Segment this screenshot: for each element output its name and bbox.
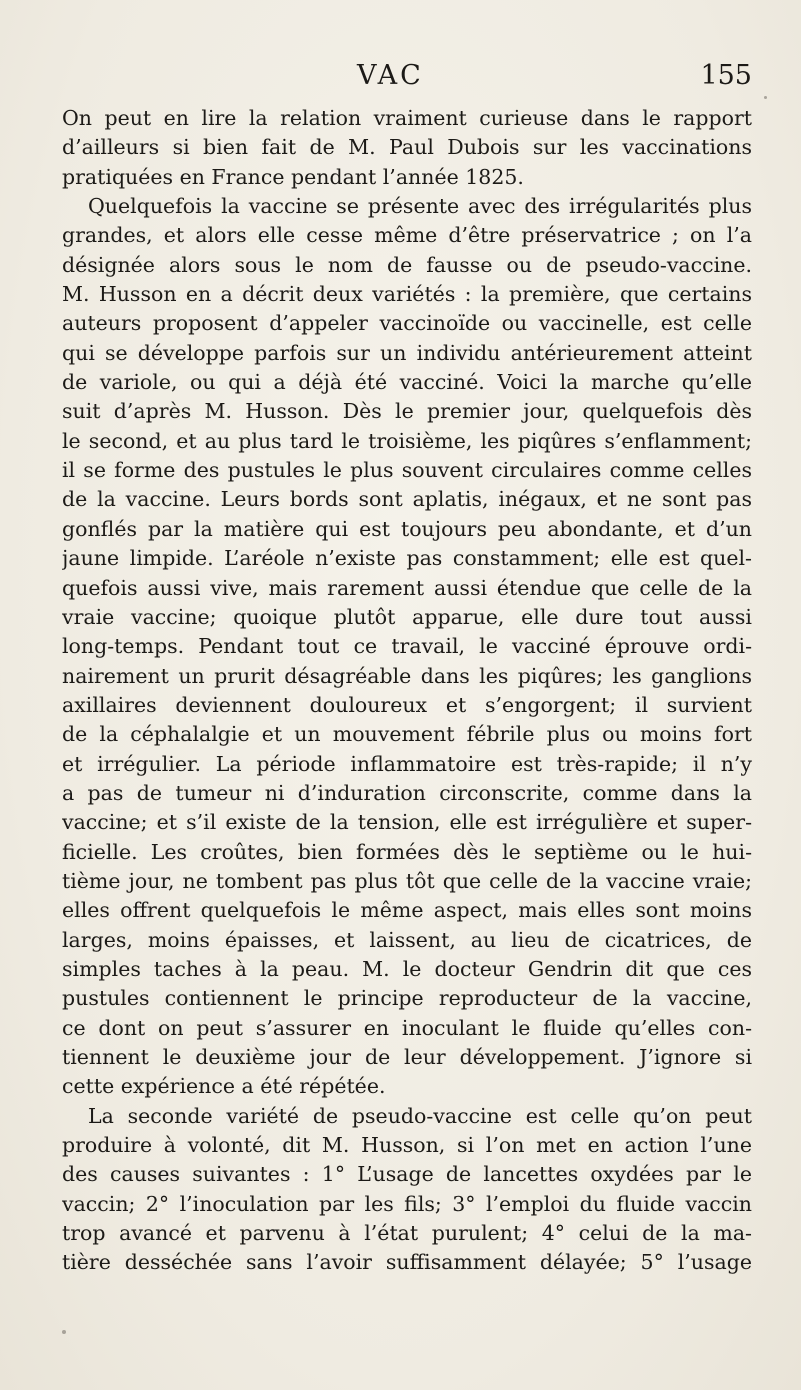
text-line: elles offrent quelquefois le même aspect, mais elles sont moins xyxy=(62,898,752,923)
text-line: d’ailleurs si bien fait de M. Paul Dubois sur les vaccinations xyxy=(62,135,752,160)
page-number: 155 xyxy=(700,60,752,91)
text-line: le second, et au plus tard le troisième, les piqûres s’enflamment; xyxy=(62,428,752,453)
text-line: a pas de tumeur ni d’induration circonscrite, comme dans la xyxy=(62,780,752,805)
text-line: M. Husson en a décrit deux variétés : la première, que certains xyxy=(62,282,752,307)
text-line: vaccine; et s’il existe de la tension, elle est irrégulière et super- xyxy=(62,810,752,835)
text-line: tière desséchée sans l’avoir suffisamment délayée; 5° l’usage xyxy=(62,1250,752,1275)
text-line: de la céphalalgie et un mouvement fébrile plus ou moins fort xyxy=(62,722,752,747)
text-line: vaccin; 2° l’inoculation par les fils; 3° l’emploi du fluide vaccin xyxy=(62,1191,752,1216)
text-line: La seconde variété de pseudo-vaccine est celle qu’on peut xyxy=(88,1103,752,1128)
text-line: ficielle. Les croûtes, bien formées dès le septième ou le hui- xyxy=(62,839,752,864)
text-line: axillaires deviennent douloureux et s’engorgent; il survient xyxy=(62,692,752,717)
text-line: de variole, ou qui a déjà été vacciné. Voici la marche qu’elle xyxy=(62,370,752,395)
paper-speck xyxy=(62,1330,66,1334)
text-line: grandes, et alors elle cesse même d’être préservatrice ; on l’a xyxy=(62,223,752,248)
text-line: il se forme des pustules le plus souvent circulaires comme celles xyxy=(62,458,752,483)
text-line: pustules contiennent le principe reproducteur de la vaccine, xyxy=(62,986,752,1011)
text-line: tiennent le deuxième jour de leur développement. J’ignore si xyxy=(62,1045,752,1069)
text-line: larges, moins épaisses, et laissent, au lieu de cicatrices, de xyxy=(62,927,752,952)
text-line: désignée alors sous le nom de fausse ou de pseudo-vaccine. xyxy=(62,252,752,277)
text-line: et irrégulier. La période inflammatoire est très-rapide; il n’y xyxy=(62,751,752,776)
running-head: VAC xyxy=(357,60,424,91)
text-line: quefois aussi vive, mais rarement aussi étendue que celle de la xyxy=(62,575,752,600)
text-line: suit d’après M. Husson. Dès le premier jour, quelquefois dès xyxy=(62,399,752,424)
text-line: nairement un prurit désagréable dans les piqûres; les ganglions xyxy=(62,663,752,688)
text-line: jaune limpide. L’aréole n’existe pas constamment; elle est quel- xyxy=(62,546,752,571)
text-line: trop avancé et parvenu à l’état purulent; 4° celui de la ma- xyxy=(62,1221,752,1246)
text-line: qui se développe parfois sur un individu antérieurement atteint xyxy=(62,340,752,365)
text-line: gonflés par la matière qui est toujours peu abondante, et d’un xyxy=(62,516,752,541)
text-line: ce dont on peut s’assurer en inoculant le fluide qu’elles con- xyxy=(62,1015,752,1040)
text-line: produire à volonté, dit M. Husson, si l’on met en action l’une xyxy=(62,1133,752,1158)
paper-speck xyxy=(764,96,767,99)
text-line: long-temps. Pendant tout ce travail, le vacciné éprouve ordi- xyxy=(62,634,752,659)
text-line: On peut en lire la relation vraiment curieuse dans le rapport xyxy=(62,106,752,130)
body-text xyxy=(62,104,752,1278)
text-line: simples taches à la peau. M. le docteur Gendrin dit que ces xyxy=(62,956,752,981)
text-line: cette expérience a été répétée. xyxy=(62,1074,386,1099)
text-line: pratiquées en France pendant l’année 1825. xyxy=(62,164,524,189)
page-header xyxy=(62,60,752,100)
text-line: des causes suivantes : 1° L’usage de lancettes oxydées par le xyxy=(62,1162,752,1187)
text-line: auteurs proposent d’appeler vaccinoïde ou vaccinelle, est celle xyxy=(62,311,752,336)
text-line: vraie vaccine; quoique plutôt apparue, elle dure tout aussi xyxy=(62,604,752,629)
text-line: tième jour, ne tombent pas plus tôt que celle de la vaccine vraie; xyxy=(62,868,752,893)
text-line: de la vaccine. Leurs bords sont aplatis, inégaux, et ne sont pas xyxy=(62,487,752,512)
text-line: Quelquefois la vaccine se présente avec des irrégularités plus xyxy=(88,194,752,219)
